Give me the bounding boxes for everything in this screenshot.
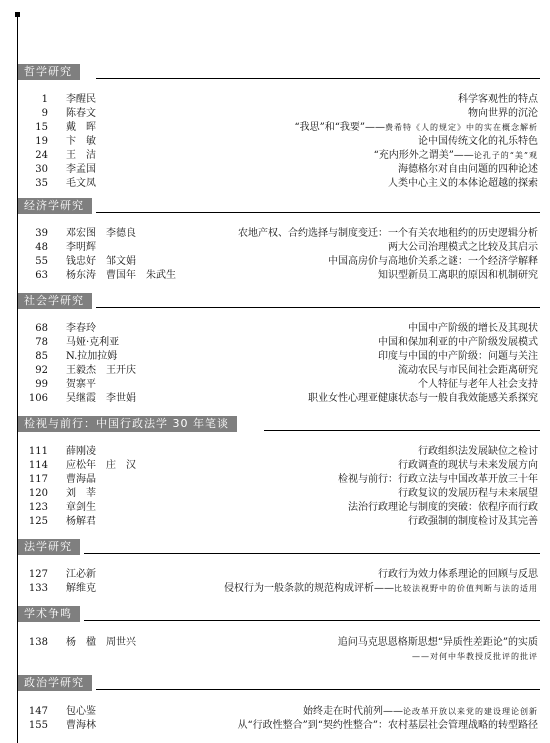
page-number: 9 [41, 108, 48, 119]
toc-entry[interactable] [18, 121, 538, 135]
author: 毛文凤 [66, 178, 96, 189]
author: 李明辉 [66, 242, 96, 253]
page-number: 123 [28, 502, 48, 513]
author: 戴 晖 [66, 122, 96, 133]
article-title: 行政强制的制度检讨及其完善 [408, 516, 538, 527]
article-title [224, 582, 538, 596]
toc-entry[interactable] [18, 107, 538, 121]
page-number: 117 [28, 474, 48, 485]
author: 陈春文 [66, 108, 96, 119]
section-label: 法学研究 [18, 539, 80, 555]
section-rule [84, 620, 540, 621]
title-subtitle: 论孔子的“美”观 [473, 151, 538, 160]
section-rule [96, 689, 540, 690]
section-entries-philosophy [18, 93, 538, 191]
page-number: 92 [35, 365, 48, 376]
author: 邓宏图 李德良 [66, 228, 136, 239]
author: 杨东涛 曹国年 朱武生 [66, 270, 176, 281]
toc-entry[interactable] [18, 473, 538, 487]
section-label: 学术争鸣 [18, 606, 80, 622]
page-number: 106 [28, 393, 48, 404]
section-entries-sociology [18, 322, 538, 406]
author: 李春玲 [66, 323, 96, 334]
toc-entry[interactable] [18, 177, 538, 191]
toc-entry[interactable] [18, 336, 538, 350]
article-title: 个人特征与老年人社会支持 [418, 379, 538, 390]
title-main: 侵权行为一般条款的规范构成评析—— [224, 583, 394, 594]
article-title: 职业女性心理亚健康状态与一般自我效能感关系探究 [308, 393, 538, 404]
toc-entry[interactable] [18, 719, 538, 733]
author: 江必新 [66, 569, 96, 580]
section-entries-economics [18, 227, 538, 283]
page-number: 15 [35, 122, 48, 133]
page-number: 39 [35, 228, 48, 239]
section-rule [264, 430, 540, 431]
article-title: 知识型新员工离职的原因和机制研究 [378, 270, 538, 281]
page-number: 55 [35, 256, 48, 267]
article-title: 科学客观性的特点 [458, 94, 538, 105]
toc-entry[interactable] [18, 241, 538, 255]
section-rule [96, 212, 540, 213]
page-number: 19 [35, 136, 48, 147]
toc-entry[interactable] [18, 149, 538, 163]
section-header-political-science [18, 675, 550, 691]
section-header-admin-law-forum [18, 416, 550, 432]
author: 王毅杰 王开庆 [66, 365, 136, 376]
author: 贺寨平 [66, 379, 96, 390]
toc-entry[interactable] [18, 582, 538, 596]
title-subtitle: 费希特《人的规定》中的实在概念解析 [385, 123, 538, 132]
article-title: 从“行政性整合”到“契约性整合”：农村基层社会管理战略的转型路径 [237, 720, 538, 731]
article-title: 追问马克思恩格斯思想“异质性差距论”的实质 [337, 637, 538, 648]
toc-entry[interactable] [18, 269, 538, 283]
page-number: 48 [35, 242, 48, 253]
page-number: 147 [28, 706, 48, 717]
article-title [303, 705, 538, 719]
title-subtitle: 比较法视野中的价值判断与法的适用 [394, 584, 538, 593]
author: 王 洁 [66, 150, 96, 161]
toc-entry[interactable] [18, 515, 538, 529]
article-title: 两大公司治理模式之比较及其启示 [388, 242, 538, 253]
article-title: 印度与中国的中产阶级：问题与关注 [378, 351, 538, 362]
toc-entry[interactable] [18, 135, 538, 149]
title-main: “充内形外之谓美”—— [373, 150, 474, 161]
article-title: 农地产权、合约选择与制度变迁：一个有关农地租约的历史逻辑分析 [238, 228, 538, 239]
author: 卞 敏 [66, 136, 96, 147]
page-number: 138 [28, 637, 48, 648]
article-title: 海德格尔对自由问题的四种论述 [398, 164, 538, 175]
article-title: 行政调查的现状与未来发展方向 [398, 460, 538, 471]
article-title: 行政行为效力体系理论的回顾与反思 [378, 569, 538, 580]
page-number: 78 [35, 337, 48, 348]
toc-entry[interactable] [18, 93, 538, 107]
article-title: 流动农民与市民间社会距离研究 [398, 365, 538, 376]
toc-entry[interactable] [18, 636, 538, 650]
page-number: 1 [41, 94, 48, 105]
author: 薛刚凌 [66, 446, 96, 457]
section-rule [84, 553, 540, 554]
page-number: 125 [28, 516, 48, 527]
article-title: 行政复议的发展历程与未来展望 [398, 488, 538, 499]
page-number: 30 [35, 164, 48, 175]
article-title: 法治行政理论与制度的突破：依程序而行政 [348, 502, 538, 513]
article-title [295, 121, 538, 135]
author: N.拉加拉姆 [66, 351, 118, 362]
toc-entry[interactable] [18, 350, 538, 364]
section-rule [96, 307, 540, 308]
author: 马娅·克利亚 [66, 337, 120, 348]
author: 吴继霞 李世娟 [66, 393, 136, 404]
toc-entry[interactable] [18, 322, 538, 336]
author: 应松年 庄 汉 [66, 460, 136, 471]
article-title: 人类中心主义的本体论超越的探索 [388, 178, 538, 189]
article-title: 论中国传统文化的礼乐特色 [418, 136, 538, 147]
section-label: 哲学研究 [18, 64, 80, 80]
title-subtitle: 论改革开放以来党的建设理论创新 [403, 707, 538, 716]
page-number: 120 [28, 488, 48, 499]
section-rule [96, 78, 540, 79]
author: 钱忠好 邹文娟 [66, 256, 136, 267]
toc-entry[interactable] [18, 255, 538, 269]
page-number: 68 [35, 323, 48, 334]
author: 包心鉴 [66, 706, 96, 717]
toc-entry[interactable] [18, 705, 538, 719]
section-header-philosophy [18, 64, 550, 80]
page-number: 111 [28, 446, 48, 457]
section-label: 政治学研究 [18, 675, 92, 691]
section-label: 社会学研究 [18, 293, 92, 309]
toc-entry[interactable] [18, 378, 538, 392]
author: 杨解君 [66, 516, 96, 527]
section-header-law [18, 539, 550, 555]
page-number: 99 [35, 379, 48, 390]
toc-entry[interactable] [18, 501, 538, 515]
author: 章剑生 [66, 502, 96, 513]
article-title: 物向世界的沉沦 [468, 108, 538, 119]
article-title: 中国和保加利亚的中产阶级发展模式 [378, 337, 538, 348]
section-entries-law [18, 568, 538, 596]
page-number: 133 [28, 583, 48, 594]
page-number: 127 [28, 569, 48, 580]
article-title: 检视与前行：行政立法与中国改革开放三十年 [338, 474, 538, 485]
author: 李孟国 [66, 164, 96, 175]
page-number: 24 [35, 150, 48, 161]
section-header-economics [18, 198, 550, 214]
page-number: 155 [28, 720, 48, 731]
article-subtitle-line: ——对何中华教授反批评的批评 [412, 652, 538, 661]
article-title: 行政组织法发展缺位之检讨 [418, 446, 538, 457]
section-entries-political-science [18, 705, 538, 733]
toc-entry[interactable] [18, 459, 538, 473]
toc-entry[interactable] [18, 568, 538, 582]
article-title: 中国中产阶级的增长及其现状 [408, 323, 538, 334]
section-header-academic-debate [18, 606, 550, 622]
page-number: 114 [28, 460, 48, 471]
author: 李醒民 [66, 94, 96, 105]
toc-entry[interactable] [18, 364, 538, 378]
author: 解维克 [66, 583, 96, 594]
page-number: 63 [35, 270, 48, 281]
section-header-sociology [18, 293, 550, 309]
author: 刘 莘 [66, 488, 96, 499]
section-label: 检视与前行：中国行政法学 30 年笔谈 [18, 416, 237, 432]
toc-entry[interactable] [18, 227, 538, 241]
page-number: 85 [35, 351, 48, 362]
toc-entry[interactable] [18, 392, 538, 406]
toc-entry[interactable] [18, 163, 538, 177]
author: 杨 楹 周世兴 [66, 637, 136, 648]
toc-entry[interactable] [18, 445, 538, 459]
toc-entry[interactable] [18, 487, 538, 501]
section-entries-admin-law-forum [18, 445, 538, 529]
article-title [374, 149, 538, 163]
section-label: 经济学研究 [18, 198, 92, 214]
title-main: 始终走在时代前列—— [303, 706, 403, 717]
article-title: 中国高房价与高地价关系之谜：一个经济学解释 [328, 256, 538, 267]
author: 曹海林 [66, 720, 96, 731]
title-main: “我思”和“我要”—— [294, 122, 385, 133]
page-number: 35 [35, 178, 48, 189]
section-entries-academic-debate [18, 636, 538, 664]
author: 曹海晶 [66, 474, 96, 485]
